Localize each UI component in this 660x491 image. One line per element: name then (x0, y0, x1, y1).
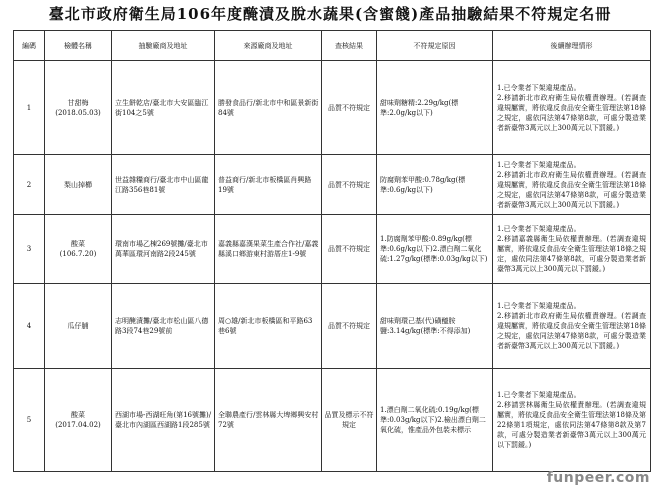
row-id: 4 (14, 284, 45, 369)
handling-line: 1.已令業者下架違規產品。 (497, 302, 581, 310)
row-source: 全聯農產行/雲林縣大埤鄉興安村72號 (215, 369, 322, 472)
row-product (45, 155, 112, 215)
table-row (14, 284, 651, 369)
header-seller: 抽驗廠商及地址 (112, 31, 215, 61)
row-source: 普益商行/新北市板橋區肖興路19號 (215, 155, 322, 215)
row-seller: 西湖市場-西湖旺角(第16號攤)/臺北市內湖區西湖路1段285號 (112, 369, 215, 472)
table-row (14, 61, 651, 155)
product-date: (106.7.20) (59, 250, 97, 258)
row-seller: 立生餅乾店/臺北市大安區臨江街104之5號 (112, 61, 215, 155)
product-date: (2018.05.03) (55, 108, 101, 117)
product-name: 甘甜梅 (67, 98, 89, 107)
row-handling (493, 155, 651, 215)
row-source: 嘉義縣嘉漢果菜生產合作社/嘉義縣溪口鄉游東村游厝庄1-9號 (215, 215, 322, 284)
handling-line: 1.已令業者下架違規產品。 (497, 160, 581, 169)
header-reason: 不符規定原因 (377, 31, 493, 61)
row-reason: 1.防腐劑苯甲酸:0.89g/kg(標準:0.6g/kg以下)2.漂白劑二氧化硫:1.27g/kg(標準:0.03g/kg以下) (377, 215, 493, 284)
row-result: 品質不符規定 (322, 284, 377, 369)
row-seller: 環南市場乙棟269號攤/臺北市萬華區環河南路2段245號 (112, 215, 215, 284)
handling-line: 1.已令業者下架違規產品。 (497, 225, 581, 233)
row-handling (493, 284, 651, 369)
header-source: 來源廠商及地址 (215, 31, 322, 61)
product-name: 酸菜 (71, 240, 85, 248)
product-name: 梨山掉櫛 (64, 180, 92, 189)
row-result: 品質不符規定 (322, 215, 377, 284)
row-handling (493, 369, 651, 472)
handling-line: 1.已令業者下架違規產品。 (497, 391, 581, 399)
row-reason: 防腐劑苯甲酸:0.78g/kg(標準:0.6g/kg以下) (377, 155, 493, 215)
row-product (45, 284, 112, 369)
page-title: 臺北市政府衛生局106年度醃漬及脫水蔬果(含蜜餞)產品抽驗結果不符規定名冊 (48, 5, 612, 23)
header-product: 檢體名稱 (45, 31, 112, 61)
row-reason: 甜味劑環己基(代)磺醯胺鹽:3.14g/kg(標準:不得添加) (377, 284, 493, 369)
row-source: 周○雄/新北市板橋區和平路63巷6號 (215, 284, 322, 369)
row-product (45, 61, 112, 155)
results-table (13, 30, 651, 472)
header-handling: 後續辦理情形 (493, 31, 651, 61)
row-result: 品質不符規定 (322, 61, 377, 155)
header-row (14, 31, 651, 61)
handling-line: 1.已令業者下架違規產品。 (497, 83, 581, 92)
header-id: 編碼 (14, 31, 45, 61)
handling-line: 2.移請新北市政府衛生局依權責辦理。(若調查違規屬實，將依違反食品安全衛生管理法第18條之規定，處依同法第47條第8款，可處分製造業者新臺幣3萬元以上300萬元以下罰鍰。) (497, 312, 646, 350)
handling-line: 2.移請新北市政府衛生局依權責辦理。(若調查違規屬實，將依違反食品安全衛生管理法第18條之規定，處依同法第47條第8款，可處分製造業者新臺幣3萬元以上300萬元以下罰鍰。) (497, 170, 646, 209)
product-date: (2017.04.02) (55, 421, 101, 429)
row-handling (493, 61, 651, 155)
handling-line: 2.移請雲林縣衛生局依權責辦理。(若調查違規屬實，將依違反食品安全衛生管理法第18條及第22條第1項規定，處依同法第47條第8款及第7款，可處分製造業者新臺幣3萬元以上300萬元以下罰鍰。) (497, 401, 646, 449)
row-result: 品質不符規定 (322, 155, 377, 215)
table-row (14, 369, 651, 472)
row-result: 品質及標示不符規定 (322, 369, 377, 472)
row-id: 5 (14, 369, 45, 472)
header-result: 查核結果 (322, 31, 377, 61)
row-reason: 甜味劑糖精:2.29g/kg(標準:2.0g/kg以下) (377, 61, 493, 155)
product-name: 酸菜 (71, 411, 85, 419)
row-handling (493, 215, 651, 284)
row-seller: 世益雜糧商行/臺北市中山區龍江路356巷81號 (112, 155, 215, 215)
site-watermark: funpeer.com (546, 470, 650, 486)
table-row (14, 155, 651, 215)
row-id: 2 (14, 155, 45, 215)
row-id: 3 (14, 215, 45, 284)
row-seller: 志明醃漬攤/臺北市松山區八德路3段74巷29號前 (112, 284, 215, 369)
product-name: 瓜仔脯 (67, 322, 89, 330)
row-source: 勝發食品行/新北市中和區景新街84號 (215, 61, 322, 155)
row-product (45, 369, 112, 472)
table-row (14, 215, 651, 284)
row-id: 1 (14, 61, 45, 155)
handling-line: 2.移請嘉義縣衛生局依權責辦理。(若調查違規屬實，將依違反食品安全衛生管理法第18條之規定，處依同法第47條第8款，可處分製造業者新臺幣3萬元以上300萬元以下罰鍰。) (497, 235, 646, 273)
handling-line: 2.移請新北市政府衛生局依權責辦理。(若調查違規屬實，將依違反食品安全衛生管理法第18條之規定，處依同法第47條第8款，可處分製造業者新臺幣3萬元以上300萬元以下罰鍰。) (497, 93, 646, 132)
row-product (45, 215, 112, 284)
row-reason: 1.漂白劑二氧化硫:0.19g/kg(標準:0.03g/kg以下)2.檢出漂白劑二氧化硫，惟產品外包裝未標示 (377, 369, 493, 472)
